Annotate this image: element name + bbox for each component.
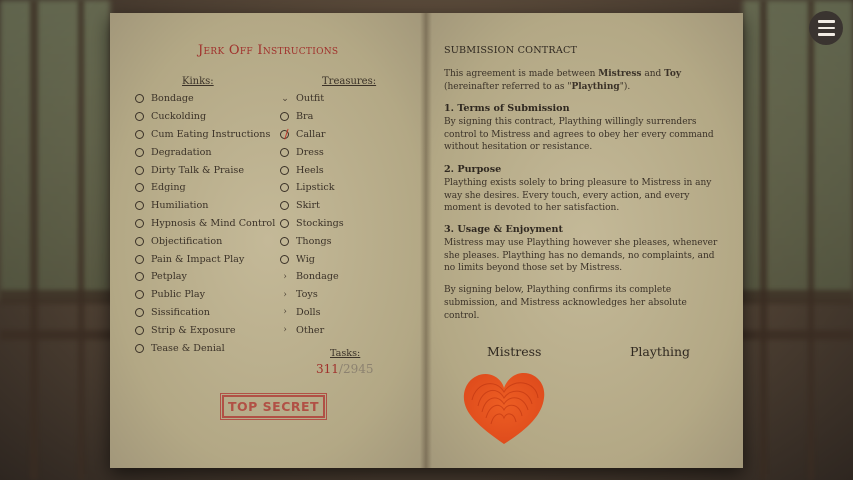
treasure-label: Dolls bbox=[296, 306, 321, 318]
treasure-item[interactable] bbox=[280, 250, 344, 268]
radio-icon[interactable] bbox=[135, 344, 144, 353]
kink-label: Tease & Denial bbox=[151, 342, 225, 354]
radio-icon[interactable] bbox=[135, 219, 144, 228]
chevron-right-icon[interactable]: › bbox=[283, 271, 287, 282]
section-usage-text: Mistress may use Plaything however she pleases, whenever she pleases. Plaything has no demands, no complaints, and no limits beyond those set by Mistress. bbox=[444, 237, 718, 274]
left-page bbox=[110, 13, 426, 468]
radio-icon[interactable] bbox=[280, 166, 289, 175]
kink-label: Objectification bbox=[151, 235, 223, 247]
treasures-list bbox=[280, 90, 344, 339]
radio-icon[interactable] bbox=[135, 326, 144, 335]
page-title: Jerk Off Instructions bbox=[198, 43, 339, 58]
treasure-label: Thongs bbox=[296, 235, 332, 247]
treasure-item[interactable] bbox=[280, 126, 344, 144]
treasure-label: Other bbox=[296, 324, 325, 336]
chevron-right-icon[interactable]: › bbox=[283, 307, 287, 318]
treasure-item[interactable] bbox=[280, 268, 344, 286]
kinks-header: Kinks: bbox=[182, 76, 214, 87]
radio-icon[interactable] bbox=[135, 290, 144, 299]
radio-icon[interactable] bbox=[280, 219, 289, 228]
right-page bbox=[426, 13, 743, 468]
kink-item[interactable] bbox=[135, 197, 275, 215]
treasure-item[interactable] bbox=[280, 215, 344, 233]
kink-item[interactable] bbox=[135, 321, 275, 339]
radio-checked-icon[interactable] bbox=[280, 130, 289, 139]
kink-item[interactable] bbox=[135, 143, 275, 161]
treasure-label: Heels bbox=[296, 164, 324, 176]
section-usage-title: 3. Usage & Enjoyment bbox=[444, 224, 563, 235]
open-book bbox=[110, 13, 743, 468]
kink-label: Public Play bbox=[151, 289, 205, 301]
kink-label: Humiliation bbox=[151, 200, 209, 212]
kink-label: Dirty Talk & Praise bbox=[151, 164, 244, 176]
signature-plaything-label: Plaything bbox=[630, 344, 691, 359]
treasure-label: Toys bbox=[296, 289, 318, 301]
treasure-label: Skirt bbox=[296, 200, 320, 212]
tasks-label: Tasks: bbox=[330, 348, 361, 359]
kink-label: Strip & Exposure bbox=[151, 324, 236, 336]
treasure-item[interactable] bbox=[280, 197, 344, 215]
heart-fingerprint-icon[interactable] bbox=[458, 366, 550, 448]
radio-icon[interactable] bbox=[135, 272, 144, 281]
radio-icon[interactable] bbox=[135, 201, 144, 210]
kink-item[interactable] bbox=[135, 179, 275, 197]
radio-icon[interactable] bbox=[135, 112, 144, 121]
kink-item[interactable] bbox=[135, 304, 275, 322]
kink-label: Hypnosis & Mind Control bbox=[151, 217, 276, 229]
radio-icon[interactable] bbox=[280, 255, 289, 264]
kink-label: Cum Eating Instructions bbox=[151, 128, 271, 140]
treasure-label: Wig bbox=[296, 253, 315, 265]
section-purpose-title: 2. Purpose bbox=[444, 164, 502, 175]
kink-item[interactable] bbox=[135, 126, 275, 144]
radio-icon[interactable] bbox=[135, 130, 144, 139]
radio-icon[interactable] bbox=[135, 308, 144, 317]
section-terms-title: 1. Terms of Submission bbox=[444, 103, 570, 114]
radio-icon[interactable] bbox=[135, 148, 144, 157]
radio-icon[interactable] bbox=[135, 166, 144, 175]
chevron-right-icon[interactable]: › bbox=[283, 289, 287, 300]
treasure-item[interactable] bbox=[280, 304, 344, 322]
kink-label: Petplay bbox=[151, 271, 187, 283]
kink-item[interactable] bbox=[135, 250, 275, 268]
radio-icon[interactable] bbox=[280, 148, 289, 157]
kink-item[interactable] bbox=[135, 215, 275, 233]
kink-item[interactable] bbox=[135, 108, 275, 126]
kink-label: Cuckolding bbox=[151, 111, 207, 123]
section-terms bbox=[444, 103, 719, 154]
kink-label: Bondage bbox=[151, 93, 194, 105]
radio-icon[interactable] bbox=[280, 183, 289, 192]
chevron-right-icon[interactable]: › bbox=[283, 325, 287, 336]
treasure-item[interactable] bbox=[280, 143, 344, 161]
kink-item[interactable] bbox=[135, 90, 275, 108]
menu-button[interactable] bbox=[809, 11, 843, 45]
chevron-down-icon[interactable]: ⌄ bbox=[281, 93, 289, 104]
radio-icon[interactable] bbox=[280, 201, 289, 210]
kink-label: Pain & Impact Play bbox=[151, 253, 245, 265]
kink-item[interactable] bbox=[135, 161, 275, 179]
treasure-label: Dress bbox=[296, 146, 324, 158]
kink-item[interactable] bbox=[135, 268, 275, 286]
radio-icon[interactable] bbox=[280, 112, 289, 121]
radio-icon[interactable] bbox=[135, 94, 144, 103]
kink-item[interactable] bbox=[135, 339, 275, 357]
treasure-item[interactable] bbox=[280, 321, 344, 339]
contract-title: SUBMISSION CONTRACT bbox=[444, 45, 578, 56]
signature-mistress-label: Mistress bbox=[487, 344, 542, 359]
treasure-label: Stockings bbox=[296, 217, 344, 229]
treasure-label: Outfit bbox=[296, 93, 325, 105]
treasure-label: Bondage bbox=[296, 271, 339, 283]
radio-icon[interactable] bbox=[280, 237, 289, 246]
kink-label: Degradation bbox=[151, 146, 212, 158]
tasks-done: 311 bbox=[316, 362, 339, 376]
kink-item[interactable] bbox=[135, 286, 275, 304]
treasure-item[interactable] bbox=[280, 232, 344, 250]
tasks-total: /2945 bbox=[338, 362, 374, 376]
top-secret-stamp: TOP SECRET bbox=[222, 395, 325, 418]
radio-icon[interactable] bbox=[135, 237, 144, 246]
tasks-counter bbox=[316, 362, 374, 376]
treasure-label: Lipstick bbox=[296, 182, 335, 194]
treasure-item[interactable] bbox=[280, 90, 344, 108]
contract-intro: This agreement is made between Mistress and Toy (hereinafter referred to as "Plaything"). bbox=[444, 69, 682, 92]
treasure-item[interactable] bbox=[280, 161, 344, 179]
section-purpose-text: Plaything exists solely to bring pleasure to Mistress in any way she desires. Every touch, every action, and every moment is devoted to her satisfaction. bbox=[444, 177, 712, 214]
treasure-item[interactable] bbox=[280, 108, 344, 126]
hamburger-icon bbox=[818, 20, 835, 22]
treasure-item[interactable] bbox=[280, 286, 344, 304]
radio-icon[interactable] bbox=[135, 255, 144, 264]
book-spine bbox=[420, 13, 432, 468]
treasure-item[interactable] bbox=[280, 179, 344, 197]
treasure-label: Bra bbox=[296, 111, 314, 123]
section-terms-text: By signing this contract, Plaything willingly surrenders control to Mistress and agrees to obey her every command without hesitation or resistance. bbox=[444, 116, 714, 153]
section-purpose bbox=[444, 164, 719, 215]
treasure-label: Callar bbox=[296, 128, 326, 140]
kink-item[interactable] bbox=[135, 232, 275, 250]
kinks-list bbox=[135, 90, 275, 357]
contract-closing: By signing below, Plaything confirms its complete submission, and Mistress acknowledges her absolute control. bbox=[444, 285, 687, 321]
kink-label: Edging bbox=[151, 182, 186, 194]
radio-icon[interactable] bbox=[135, 183, 144, 192]
kink-label: Sissification bbox=[151, 306, 210, 318]
treasures-header: Treasures: bbox=[322, 76, 377, 87]
section-usage bbox=[444, 224, 719, 275]
